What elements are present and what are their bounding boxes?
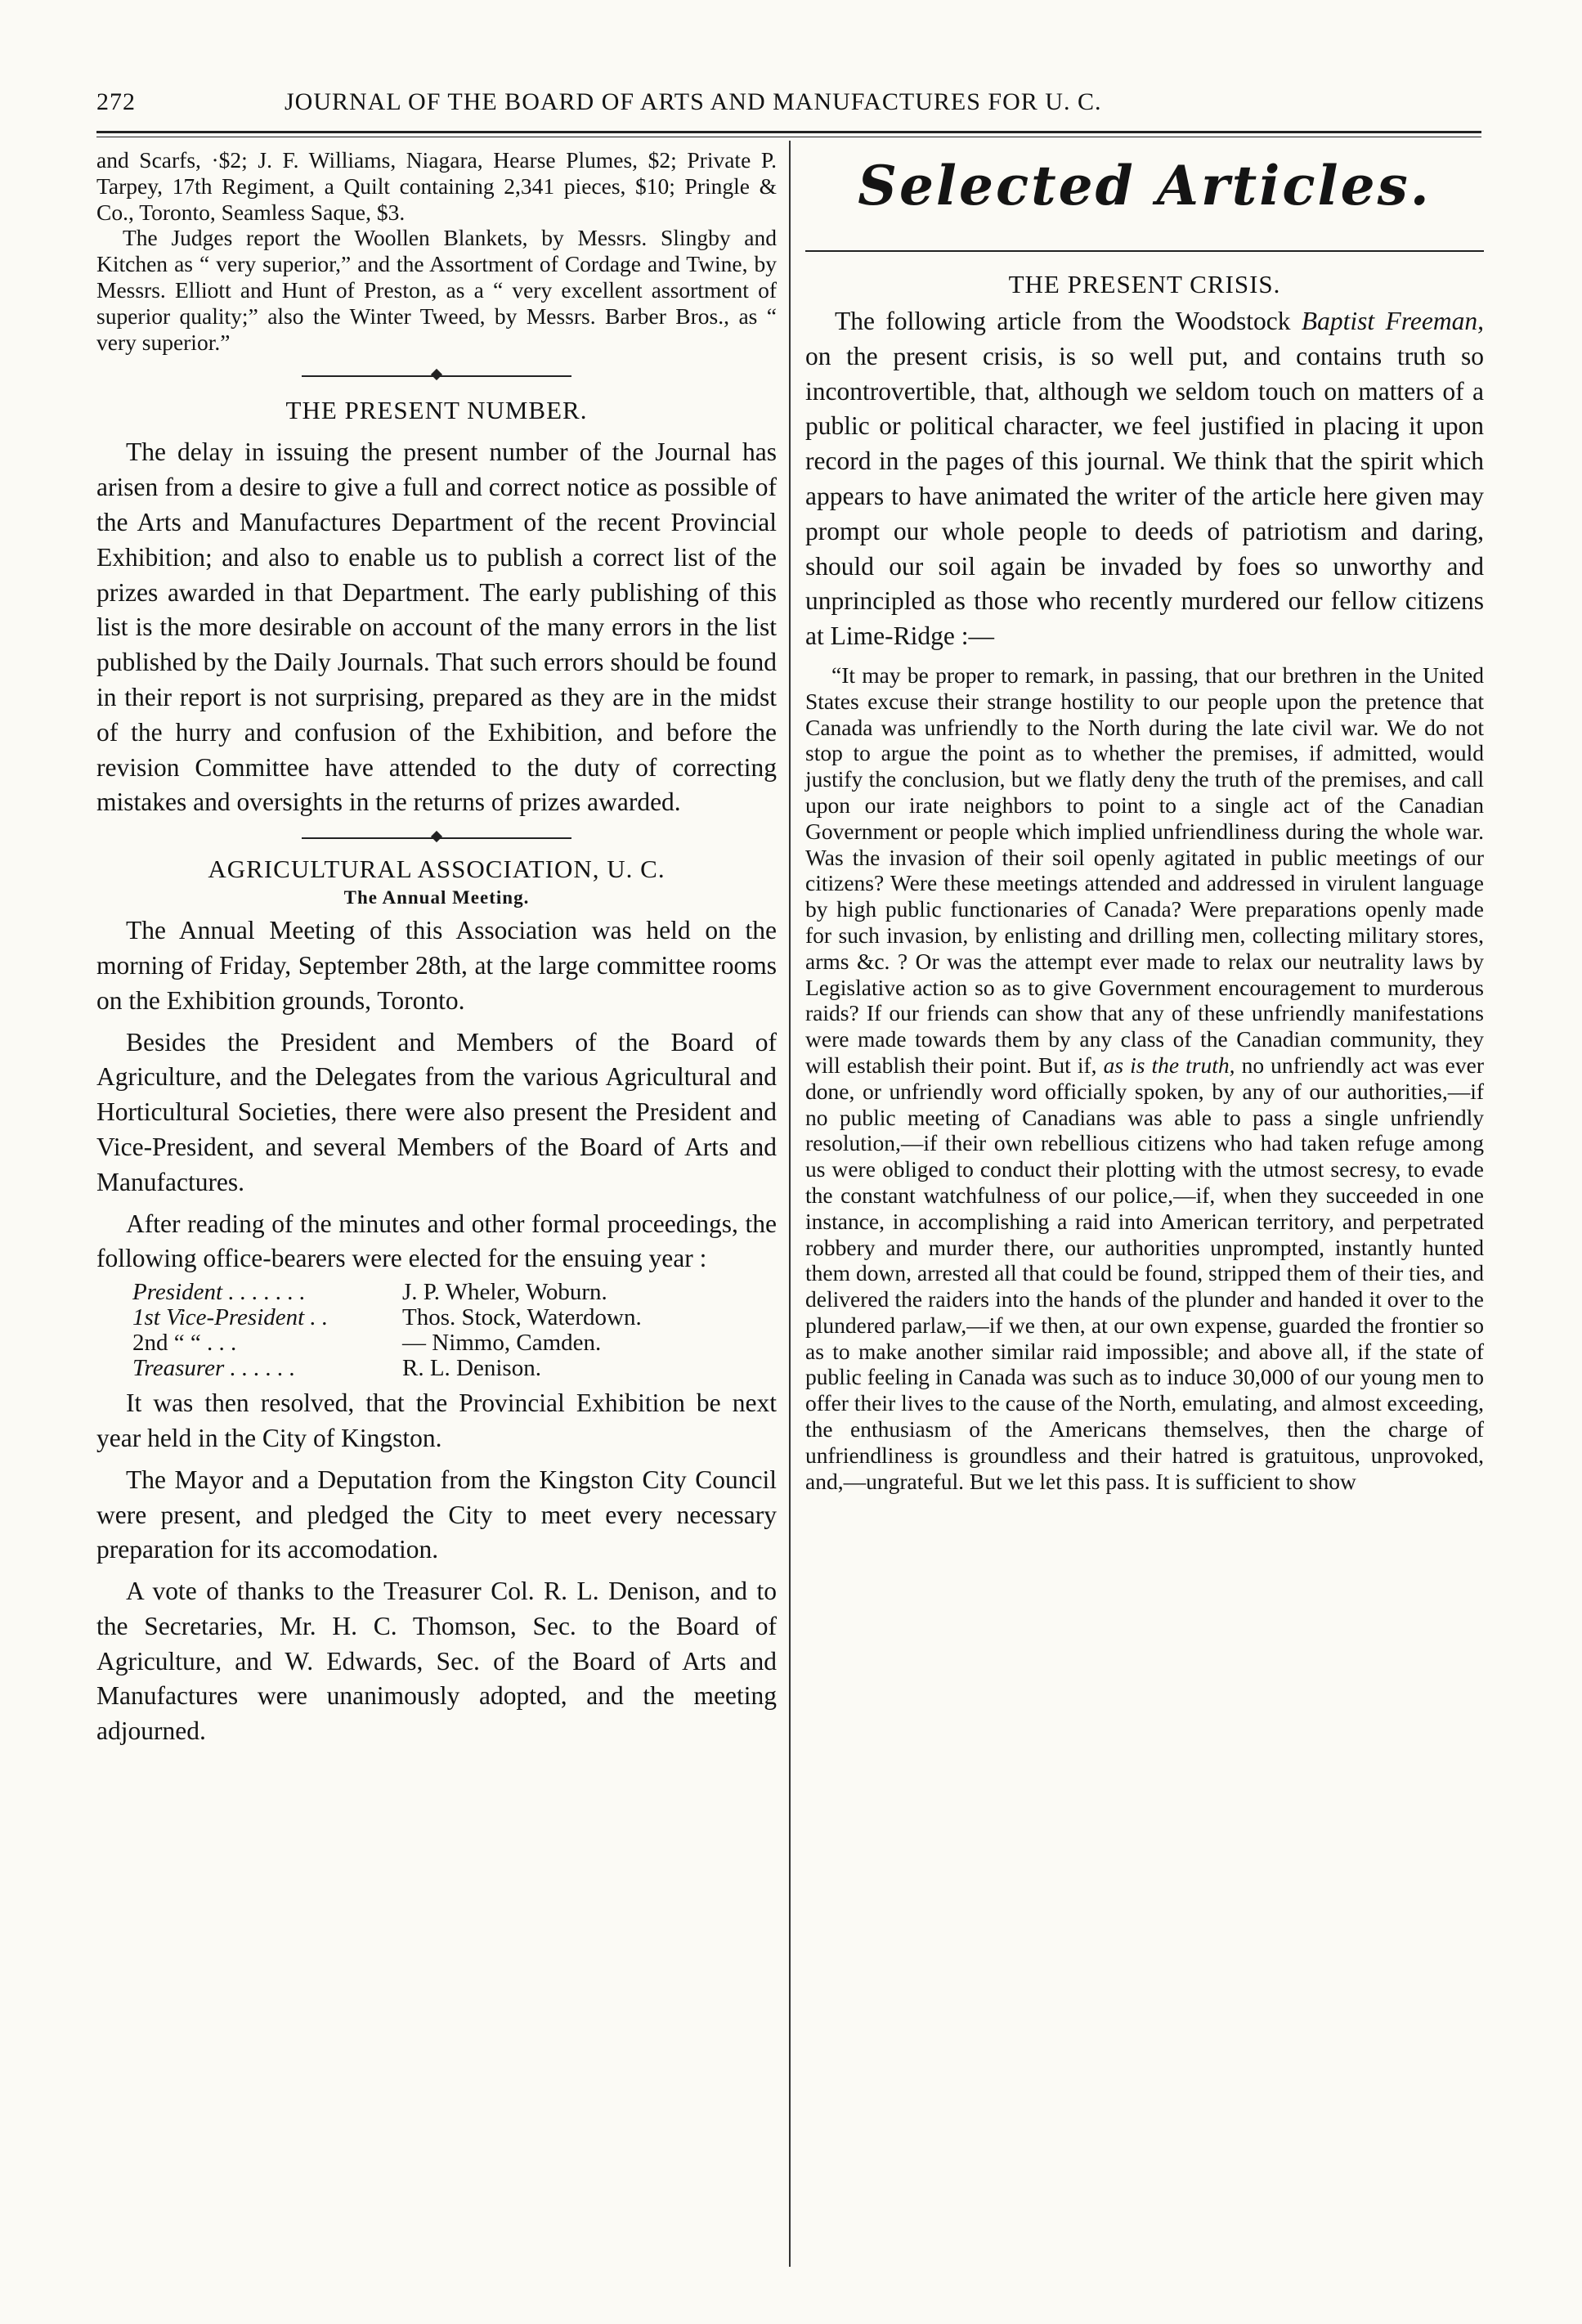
officer-row xyxy=(132,1356,642,1381)
agricultural-paragraph-2: Besides the President and Members of the Board of Agriculture, and the Delegates from the various Agricultural and Horticultural Societies, there were also present the President and Vice-President, and several Members of the Board of Arts and Manufactures. xyxy=(96,1027,777,1196)
right-column xyxy=(805,147,1484,1494)
officer-name: J. P. Wheler, Woburn. xyxy=(402,1279,607,1306)
officer-name: — Nimmo, Camden. xyxy=(402,1330,602,1357)
column-divider xyxy=(789,141,791,2267)
source-newspaper: Baptist Freeman, xyxy=(1301,307,1485,335)
prize-list-continuation: and Scarfs, ·$2; J. F. Williams, Niagara, Hearse Plumes, $2; Private P. Tarpey, 17th Regiment, a Quilt containing 2,341 pieces, $10; Pringle & Co., Toronto, Seamless Saque, $3. xyxy=(96,147,777,225)
present-crisis-quotation: “It may be proper to remark, in passing, that our brethren in the United States excuse their strange hostility to our people upon the pretence that Canada was unfriendly to the North during the late civil war. We do not stop to argue the point as to whether the premises, if admitted, would justify the conclusion, but we flatly deny the truth of the premises, and call upon our irate neighbors to point to a single act of the Canadian Government or people which implied unfriendliness during the whole war. Was the invasion of their soil openly agitated in public meetings of our citizens? Were these meetings attended and addressed in virulent language by high public functionaries of Canada? Were preparations openly made for such invasion, by enlisting and drilling men, collecting military stores, arms &c. ? Or was the attempt ever made to relax our neutrality laws by Legislative action so as to give Government encouragement to murderous raids? If our friends can show that any of these unfriendly manifestations were made towards them by any class of the Canadian community, they will establish their point. But if, as is the truth, no unfriendly act was ever done, or unfriendly word officially spoken, by any of our authorities,—if no public meeting of Canadians was able to pass a single unfriendly resolution,—if their own rebellious citizens who had taken refuge among us were obliged to conduct their plotting with the utmost secresy, to evade the constant watchfulness of our police,—if, when they succeeded in one instance, in accomplishing a raid into American territory, and perpetrated robbery and murder there, our authorities unprompted, instantly hunted them down, arrested all that could be found, stripped them of their ties, and delivered the raiders into the hands of the plunder and handed it over to the plundered parlaw,—if we then, at our own expense, guarded the frontier so as to make another similar raid impossible; and above all, if the state of public feeling in Canada was such as to induce 30,000 of our young men to offer their lives to the cause of the North, emulating, and almost exceeding, the enthusiasm of the Americans themselves, then the charge of unfriendliness is groundless and their hatred is gratuitous, unprovoked, and,—ungrateful. But we let this pass. It is sufficient to show xyxy=(805,662,1484,1494)
agricultural-paragraph-4: It was then resolved, that the Provincial Exhibition be next year held in the City of Kingston. xyxy=(96,1389,777,1452)
header-rule xyxy=(96,131,1481,133)
page-number: 272 xyxy=(96,88,136,115)
present-number-heading: THE PRESENT NUMBER. xyxy=(285,396,588,425)
agricultural-paragraph-1: The Annual Meeting of this Association was held on the morning of Friday, September 28th, at the large committee rooms on the Exhibition grounds, Toronto. xyxy=(96,916,777,1015)
judges-report: The Judges report the Woollen Blankets, by Messrs. Slingby and Kitchen as “ very superior,” and the Assortment of Cordage and Twine, by Messrs. Elliott and Hunt of Preston, as a “ very excellent assortment of superior quality;” also the Winter Tweed, by Messrs. Barber Bros., as “ very superior.” xyxy=(96,225,777,355)
present-crisis-intro: The following article from the Woodstock Baptist Freeman, on the present crisis, is so well put, and contains truth so incontrovertible, that, although we seldom touch on matters of a public or political character, we feel justified in placing it upon record in the pages of this journal. We think that the spirit which appears to have animated the writer of the article here given may prompt our whole people to deeds of patriotism and daring, should our soil again be invaded by foes so unworthy and unprincipled as those who recently murdered our fellow citizens at Lime-Ridge :— xyxy=(805,307,1485,651)
agricultural-paragraph-5: The Mayor and a Deputation from the Kingston City Council were present, and pledged the City to meet every necessary preparation for its accomodation. xyxy=(96,1465,777,1564)
officer-role: 1st Vice-President . . xyxy=(132,1304,329,1331)
officer-row xyxy=(132,1280,642,1305)
running-head xyxy=(96,88,1486,124)
officer-row xyxy=(132,1305,642,1330)
officer-role: President . . . . . . . xyxy=(132,1279,306,1306)
left-column xyxy=(96,147,777,1749)
section-separator xyxy=(96,368,777,384)
agricultural-association-heading: AGRICULTURAL ASSOCIATION, U. C. xyxy=(208,855,666,884)
agricultural-paragraph-6: A vote of thanks to the Treasurer Col. R. L. Denison, and to the Secretaries, Mr. H. C. Thomson, Sec. to the Board of Agriculture, and W. Edwards, Sec. of the Board of Arts and Manufactures were unanimously adopted, and the meeting adjourned. xyxy=(96,1577,777,1746)
officer-name: Thos. Stock, Waterdown. xyxy=(402,1304,642,1331)
officer-role: 2nd “ “ . . . xyxy=(132,1330,237,1357)
office-bearers-table xyxy=(132,1280,642,1381)
journal-title: JOURNAL OF THE BOARD OF ARTS AND MANUFACTURES FOR U. C. xyxy=(285,88,1102,115)
present-crisis-heading: THE PRESENT CRISIS. xyxy=(1008,270,1281,298)
section-rule xyxy=(805,250,1484,252)
officer-role: Treasurer . . . . . . xyxy=(132,1355,296,1382)
officer-row xyxy=(132,1330,642,1356)
officer-name: R. L. Denison. xyxy=(402,1355,541,1382)
section-separator xyxy=(96,830,777,846)
annual-meeting-subheading: The Annual Meeting. xyxy=(343,887,530,909)
agricultural-paragraph-3: After reading of the minutes and other formal proceedings, the following office-bearers were elected for the ensuing year : xyxy=(96,1209,777,1273)
present-number-paragraph: The delay in issuing the present number of the Journal has arisen from a desire to give a full and correct notice as possible of the Arts and Manufactures Department of the recent Provincial Exhibition; and also to enable us to publish a correct list of the prizes awarded in that Department. The early publishing of this list is the more desirable on account of the many errors in the list published by the Daily Journals. That such errors should be found in their report is not surprising, prepared as they are in the midst of the hurry and confusion of the Exhibition, and before the revision Committee have attended to the duty of correcting mistakes and oversights in the returns of prizes awarded. xyxy=(96,437,777,817)
selected-articles-title: Selected Articles. xyxy=(858,154,1432,218)
